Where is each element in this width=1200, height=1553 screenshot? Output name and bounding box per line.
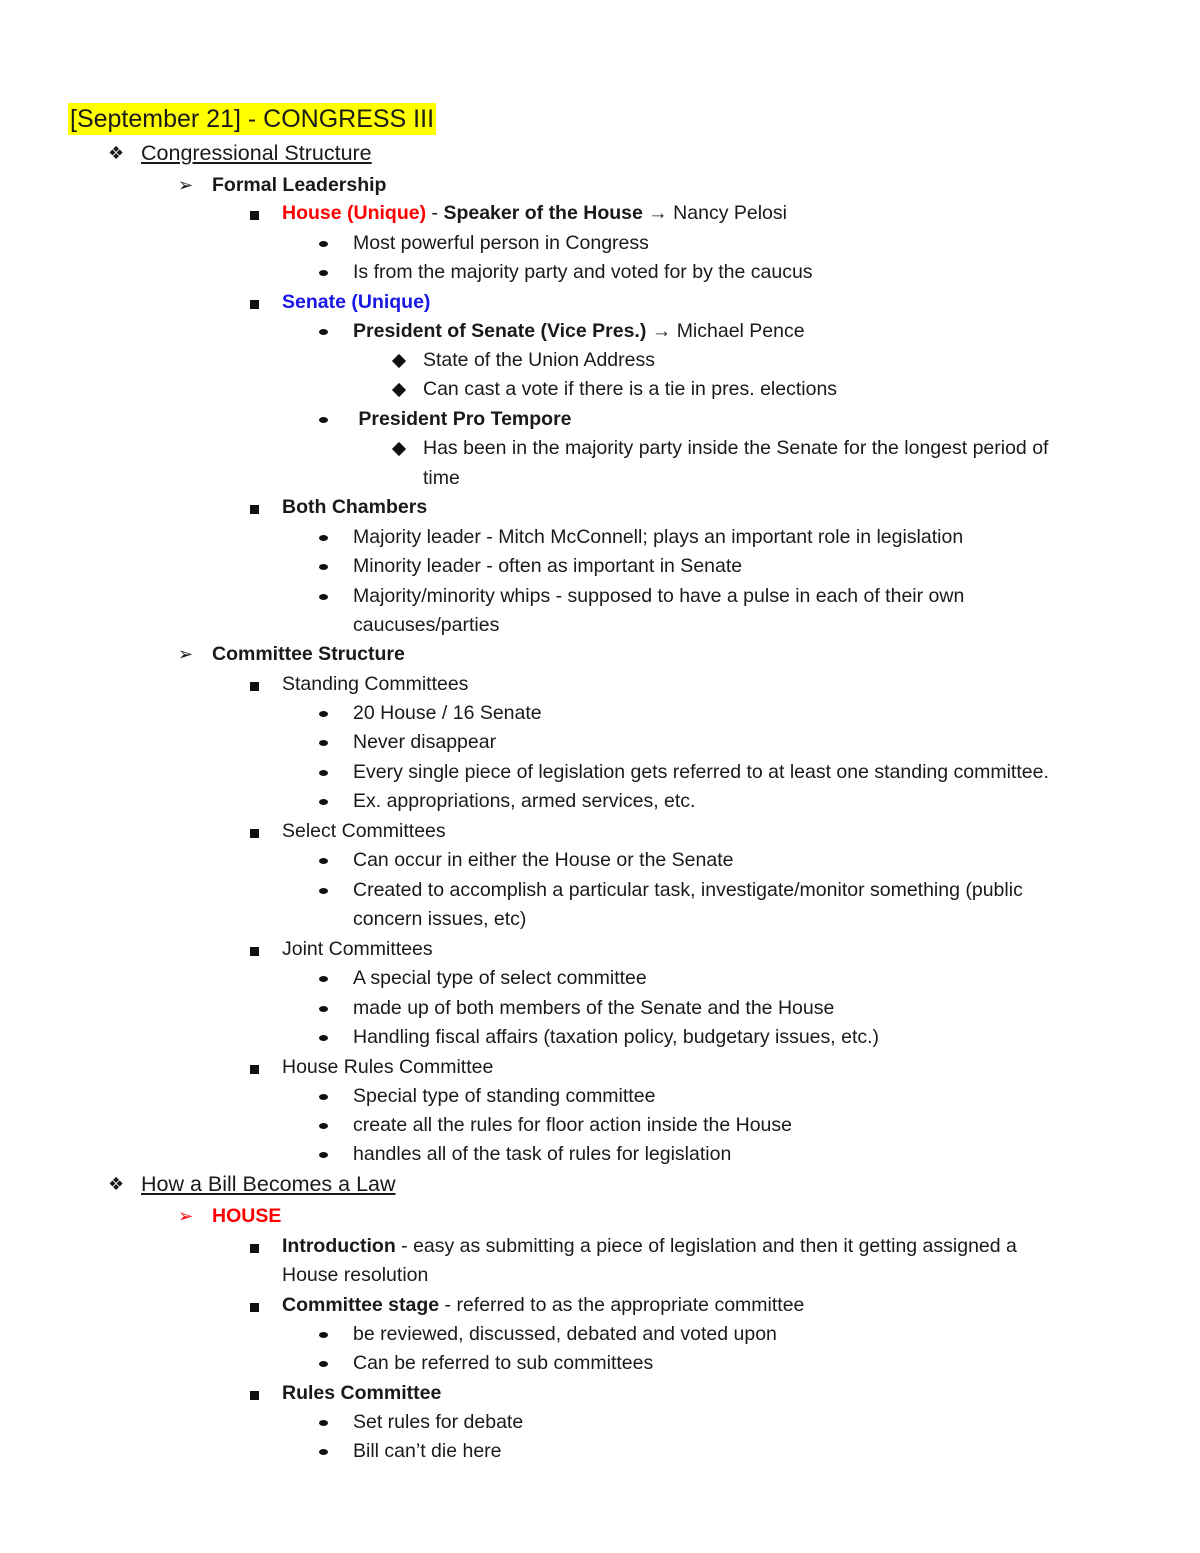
text-run: - referred to as the appropriate committee [439, 1294, 805, 1316]
line-text [353, 758, 1049, 786]
diamond-bullet-icon [392, 442, 406, 456]
square-bullet-icon [250, 1065, 259, 1074]
dot-bullet-icon [319, 770, 328, 776]
line-text [282, 288, 430, 316]
line-text [423, 346, 655, 374]
text-run: Rules Committee [282, 1382, 442, 1404]
text-run: Minority leader - often as important in Senate [353, 555, 743, 577]
text-run: caucuses/parties [353, 614, 500, 636]
text-run: Can occur in either the House or the Senate [353, 849, 734, 871]
line-text [353, 728, 496, 756]
text-run: concern issues, etc) [353, 908, 527, 930]
dot-bullet-icon [319, 799, 328, 805]
dot-bullet-icon [319, 858, 328, 864]
square-bullet-icon [250, 829, 259, 838]
line-text [353, 787, 695, 815]
line-text [353, 905, 526, 933]
square-bullet-icon [250, 1244, 259, 1253]
line-text [353, 1320, 777, 1348]
dot-bullet-icon [319, 241, 328, 247]
text-run: Ex. appropriations, armed services, etc. [353, 790, 696, 812]
text-run: Is from the majority party and voted for by the caucus [353, 261, 813, 283]
text-run: Nancy Pelosi [673, 202, 787, 224]
line-text [282, 1291, 804, 1319]
text-run: Bill can’t die here [353, 1440, 502, 1462]
text-run: Both Chambers [282, 496, 428, 518]
line-text [353, 405, 572, 433]
text-run: Most powerful person in Congress [353, 232, 649, 254]
text-run: House Rules Committee [282, 1056, 494, 1078]
arrow-bullet-icon: ➢ [178, 1206, 194, 1226]
line-text [353, 582, 964, 610]
dot-bullet-icon [319, 1449, 328, 1455]
dot-bullet-icon [319, 1035, 328, 1041]
line-text [353, 552, 742, 580]
text-run: made up of both members of the Senate and the House [353, 997, 835, 1019]
text-run: Majority leader - Mitch McConnell; plays an important role in legislation [353, 526, 964, 548]
line-text [353, 1023, 879, 1051]
arrow-bullet-icon: ➢ [178, 175, 194, 195]
text-run: HOUSE [212, 1205, 282, 1227]
text-run: - easy as submitting a piece of legislation and then it getting assigned a [395, 1235, 1017, 1257]
page-title: [September 21] - CONGRESS III [70, 105, 435, 133]
line-text [212, 171, 386, 199]
text-run: Committee Structure [212, 643, 405, 665]
line-text [423, 464, 460, 492]
text-run: be reviewed, discussed, debated and voted upon [353, 1323, 777, 1345]
text-run: Speaker of the House → [443, 202, 674, 224]
line-text [353, 1082, 655, 1110]
square-bullet-icon [250, 682, 259, 691]
diamond-bullet-icon [392, 383, 406, 397]
text-run: A special type of select committee [353, 967, 647, 989]
line-text [282, 1053, 493, 1081]
line-text [212, 640, 405, 668]
line-text [282, 935, 433, 963]
text-run: Can be referred to sub committees [353, 1352, 654, 1374]
line-text [353, 1349, 653, 1377]
text-run: - [426, 202, 444, 224]
text-run: Handling fiscal affairs (taxation policy, budgetary issues, etc.) [353, 1026, 880, 1048]
line-text [282, 1261, 428, 1289]
line-text [141, 139, 372, 167]
dot-bullet-icon [319, 740, 328, 746]
line-text [353, 523, 963, 551]
line-text [353, 1408, 523, 1436]
text-run: Never disappear [353, 731, 497, 753]
dot-bullet-icon [319, 1123, 328, 1129]
dot-bullet-icon [319, 1094, 328, 1100]
text-run: Introduction [282, 1235, 396, 1257]
text-run: Committee stage [282, 1294, 440, 1316]
text-run: Every single piece of legislation gets referred to at least one standing committee. [353, 761, 1049, 783]
line-text [353, 964, 647, 992]
text-run: Joint Committees [282, 938, 433, 960]
line-text [141, 1170, 396, 1198]
dot-bullet-icon [319, 594, 328, 600]
text-run: President Pro Tempore [353, 408, 572, 430]
text-run: President of Senate (Vice Pres.) → [353, 320, 677, 342]
text-run: Has been in the majority party inside the Senate for the longest period of [423, 437, 1049, 459]
line-text [353, 229, 649, 257]
line-text [282, 1232, 1017, 1260]
text-run: State of the Union Address [423, 349, 655, 371]
four-diamond-bullet-icon: ❖ [108, 1174, 125, 1194]
line-text [353, 1140, 731, 1168]
text-run: Congressional Structure [141, 141, 372, 165]
dot-bullet-icon [319, 1152, 328, 1158]
arrow-bullet-icon: ➢ [178, 644, 194, 664]
text-run: handles all of the task of rules for legislation [353, 1143, 732, 1165]
text-run: Senate (Unique) [282, 291, 431, 313]
line-text [353, 317, 805, 345]
text-run: 20 House / 16 Senate [353, 702, 542, 724]
text-run: time [423, 467, 460, 489]
square-bullet-icon [250, 1391, 259, 1400]
dot-bullet-icon [319, 1332, 328, 1338]
dot-bullet-icon [319, 976, 328, 982]
dot-bullet-icon [319, 711, 328, 717]
square-bullet-icon [250, 505, 259, 514]
square-bullet-icon [250, 947, 259, 956]
dot-bullet-icon [319, 1420, 328, 1426]
dot-bullet-icon [319, 270, 328, 276]
line-text [353, 846, 733, 874]
square-bullet-icon [250, 300, 259, 309]
dot-bullet-icon [319, 1006, 328, 1012]
line-text [282, 1379, 441, 1407]
line-text [282, 493, 427, 521]
text-run: Select Committees [282, 820, 446, 842]
line-text [353, 1437, 502, 1465]
line-text [423, 434, 1048, 462]
text-run: Can cast a vote if there is a tie in pres. elections [423, 378, 838, 400]
text-run: How a Bill Becomes a Law [141, 1172, 396, 1196]
square-bullet-icon [250, 211, 259, 220]
line-text [212, 1202, 281, 1230]
text-run: Majority/minority whips - supposed to have a pulse in each of their own [353, 585, 965, 607]
four-diamond-bullet-icon: ❖ [108, 143, 125, 163]
line-text [282, 199, 787, 227]
line-text [353, 611, 499, 639]
dot-bullet-icon [319, 417, 328, 423]
text-run: create all the rules for floor action inside the House [353, 1114, 792, 1136]
text-run: House (Unique) [282, 202, 427, 224]
dot-bullet-icon [319, 329, 328, 335]
line-text [282, 817, 446, 845]
dot-bullet-icon [319, 1361, 328, 1367]
line-text [423, 375, 837, 403]
line-text [353, 1111, 792, 1139]
text-run: Set rules for debate [353, 1411, 524, 1433]
text-run: House resolution [282, 1264, 429, 1286]
dot-bullet-icon [319, 535, 328, 541]
line-text [353, 699, 542, 727]
text-run: Michael Pence [676, 320, 805, 342]
text-run: Special type of standing committee [353, 1085, 656, 1107]
text-run: Formal Leadership [212, 174, 387, 196]
line-text [353, 876, 1023, 904]
text-run: Standing Committees [282, 673, 469, 695]
line-text [353, 258, 813, 286]
dot-bullet-icon [319, 564, 328, 570]
dot-bullet-icon [319, 888, 328, 894]
diamond-bullet-icon [392, 354, 406, 368]
square-bullet-icon [250, 1303, 259, 1312]
text-run: Created to accomplish a particular task, investigate/monitor something (public [353, 879, 1023, 901]
line-text [282, 670, 468, 698]
line-text [353, 994, 834, 1022]
